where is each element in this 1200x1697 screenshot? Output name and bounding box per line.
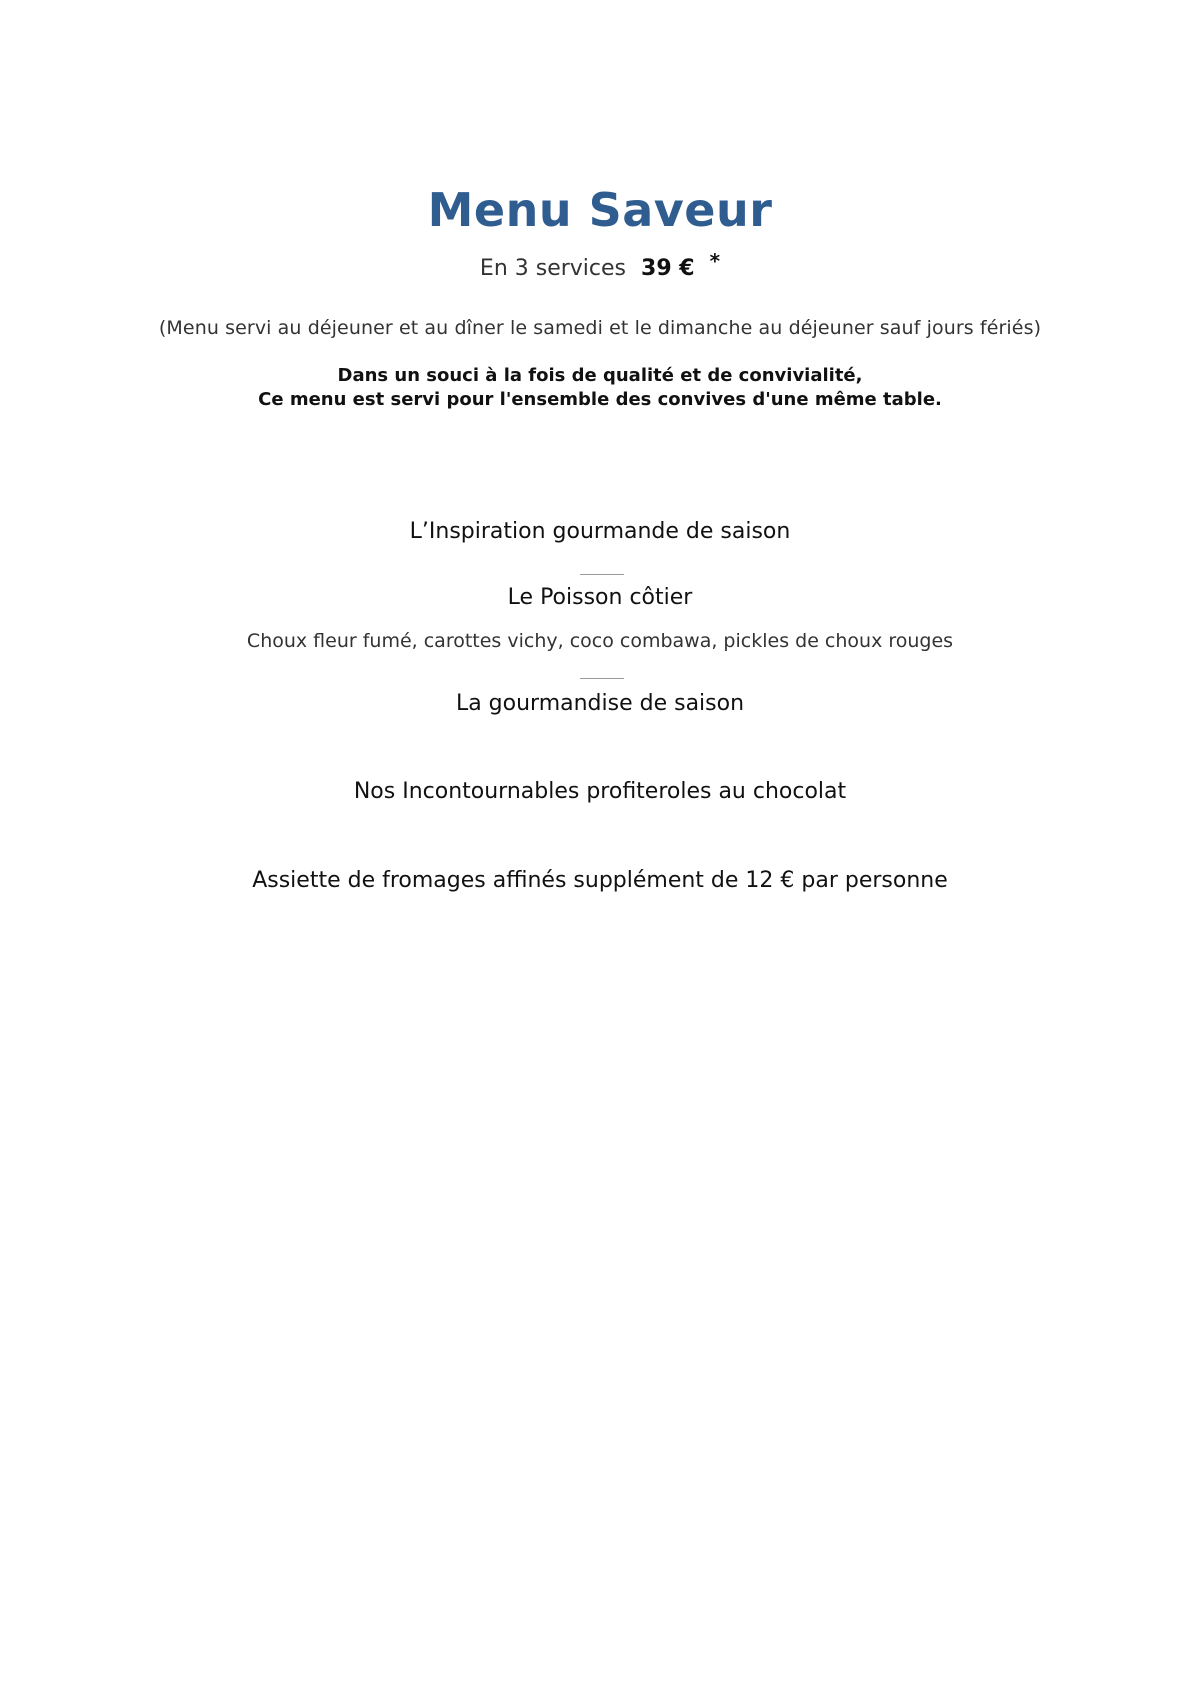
- course-divider: [580, 574, 624, 575]
- course-dessert: La gourmandise de saison: [455, 691, 745, 716]
- price-asterisk: *: [709, 249, 721, 273]
- course-main-description: Choux fleur fumé, carottes vichy, coco combawa, pickles de choux rouges: [246, 630, 954, 652]
- table-note-line-2: Ce menu est servi pour l'ensemble des convives d'une même table.: [258, 389, 942, 410]
- services-count: En 3 services: [479, 256, 627, 281]
- table-note-line-1: Dans un souci à la fois de qualité et de convivialité,: [337, 365, 863, 386]
- menu-subtitle: [0, 249, 1200, 285]
- course-divider: [580, 678, 624, 679]
- service-notice: (Menu servi au déjeuner et au dîner le samedi et le dimanche au déjeuner sauf jours fériés): [158, 317, 1042, 339]
- course-cheese-supplement: Assiette de fromages affinés supplément de 12 € par personne: [252, 868, 948, 893]
- course-starter: L’Inspiration gourmande de saison: [409, 519, 791, 544]
- course-main: Le Poisson côtier: [507, 585, 693, 610]
- course-dessert-alternative: Nos Incontournables profiteroles au chocolat: [353, 779, 847, 804]
- menu-price: 39 €: [641, 256, 695, 281]
- menu-title: Menu Saveur: [427, 183, 773, 237]
